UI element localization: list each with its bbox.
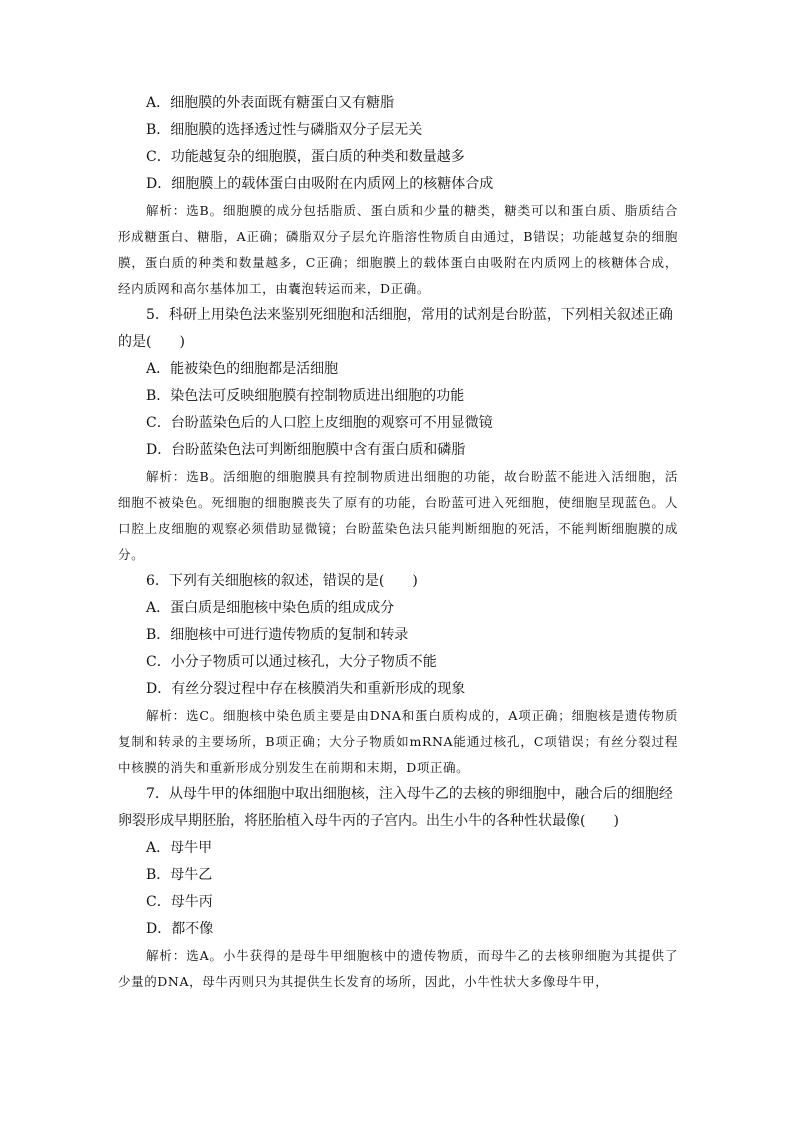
question-4-block (118, 90, 678, 302)
q7-stem-text: 7．从母牛甲的体细胞中取出细胞核，注入母牛乙的去核的卵细胞中，融合后的细胞经卵裂形成早期胚胎，将胚胎植入母牛丙的子宫内。出生小牛的各种性状最像( ) (118, 786, 673, 829)
page-content (118, 90, 678, 995)
q4-option-c: C．功能越复杂的细胞膜，蛋白质的种类和数量越多 (146, 149, 465, 165)
q5-option-c: C．台盼蓝染色后的人口腔上皮细胞的观察可不用显微镜 (146, 415, 493, 431)
question-7-block (118, 781, 678, 995)
q4-option-d: D．细胞膜上的载体蛋白由吸附在内质网上的核糖体合成 (146, 176, 494, 192)
question-6-block (118, 568, 678, 781)
q4-analysis: 解析：选B。细胞膜的成分包括脂质、蛋白质和少量的糖类，糖类可以和蛋白质、脂质结合形成糖蛋白、糖脂，A正确；磷脂双分子层允许脂溶性物质自由通过，B错误；功能越复杂的细胞膜，蛋白质的种类和数量越多，C正确；细胞膜上的载体蛋白由吸附在内质网上的核糖体合成，经内质网和高尔基体加工，由囊泡转运而来，D正确。 (118, 203, 678, 296)
q5-stem-text: 5．科研上用染色法来鉴别死细胞和活细胞，常用的试剂是台盼蓝，下列相关叙述正确的是( ) (118, 307, 673, 350)
q6-analysis: 解析：选C。细胞核中染色质主要是由DNA和蛋白质构成的，A项正确；细胞核是遗传物质复制和转录的主要场所，B项正确；大分子物质如mRNA能通过核孔，C项错误；有丝分裂过程中核膜的消失和重新形成分别发生在前期和末期，D项正确。 (118, 708, 678, 775)
q7-option-c: C．母牛丙 (146, 894, 213, 910)
q5-option-b: B．染色法可反映细胞膜有控制物质进出细胞的功能 (146, 388, 465, 404)
q6-option-b: B．细胞核中可进行遗传物质的复制和转录 (146, 627, 409, 643)
q7-stem (118, 781, 678, 835)
q5-analysis: 解析：选B。活细胞的细胞膜具有控制物质进出细胞的功能，故台盼蓝不能进入活细胞，活细胞不被染色。死细胞的细胞膜丧失了原有的功能，台盼蓝可进入死细胞，使细胞呈现蓝色。人口腔上皮细胞的观察必须借助显微镜；台盼蓝染色法只能判断细胞的死活，不能判断细胞膜的成分。 (118, 469, 678, 562)
q5-option-a: A．能被染色的细胞都是活细胞 (146, 361, 339, 377)
q5-option-d: D．台盼蓝染色法可判断细胞膜中含有蛋白质和磷脂 (146, 442, 466, 458)
q7-option-d: D．都不像 (146, 921, 214, 937)
q6-option-d: D．有丝分裂过程中存在核膜消失和重新形成的现象 (146, 681, 466, 697)
q6-option-a: A．蛋白质是细胞核中染色质的组成成分 (146, 600, 395, 616)
q7-option-b: B．母牛乙 (146, 867, 213, 883)
q4-option-a: A．细胞膜的外表面既有糖蛋白又有糖脂 (146, 95, 395, 111)
q7-analysis: 解析：选A。小牛获得的是母牛甲细胞核中的遗传物质，而母牛乙的去核卵细胞为其提供了少量的DNA，母牛丙则只为其提供生长发育的场所，因此，小牛性状大多像母牛甲， (118, 948, 678, 989)
q7-option-a: A．母牛甲 (146, 840, 213, 856)
q4-option-b: B．细胞膜的选择透过性与磷脂双分子层无关 (146, 122, 423, 138)
q5-stem (118, 302, 678, 356)
question-5-block (118, 302, 678, 568)
q6-stem: 6．下列有关细胞核的叙述，错误的是( ) (146, 573, 418, 589)
q6-option-c: C．小分子物质可以通过核孔，大分子物质不能 (146, 654, 437, 670)
